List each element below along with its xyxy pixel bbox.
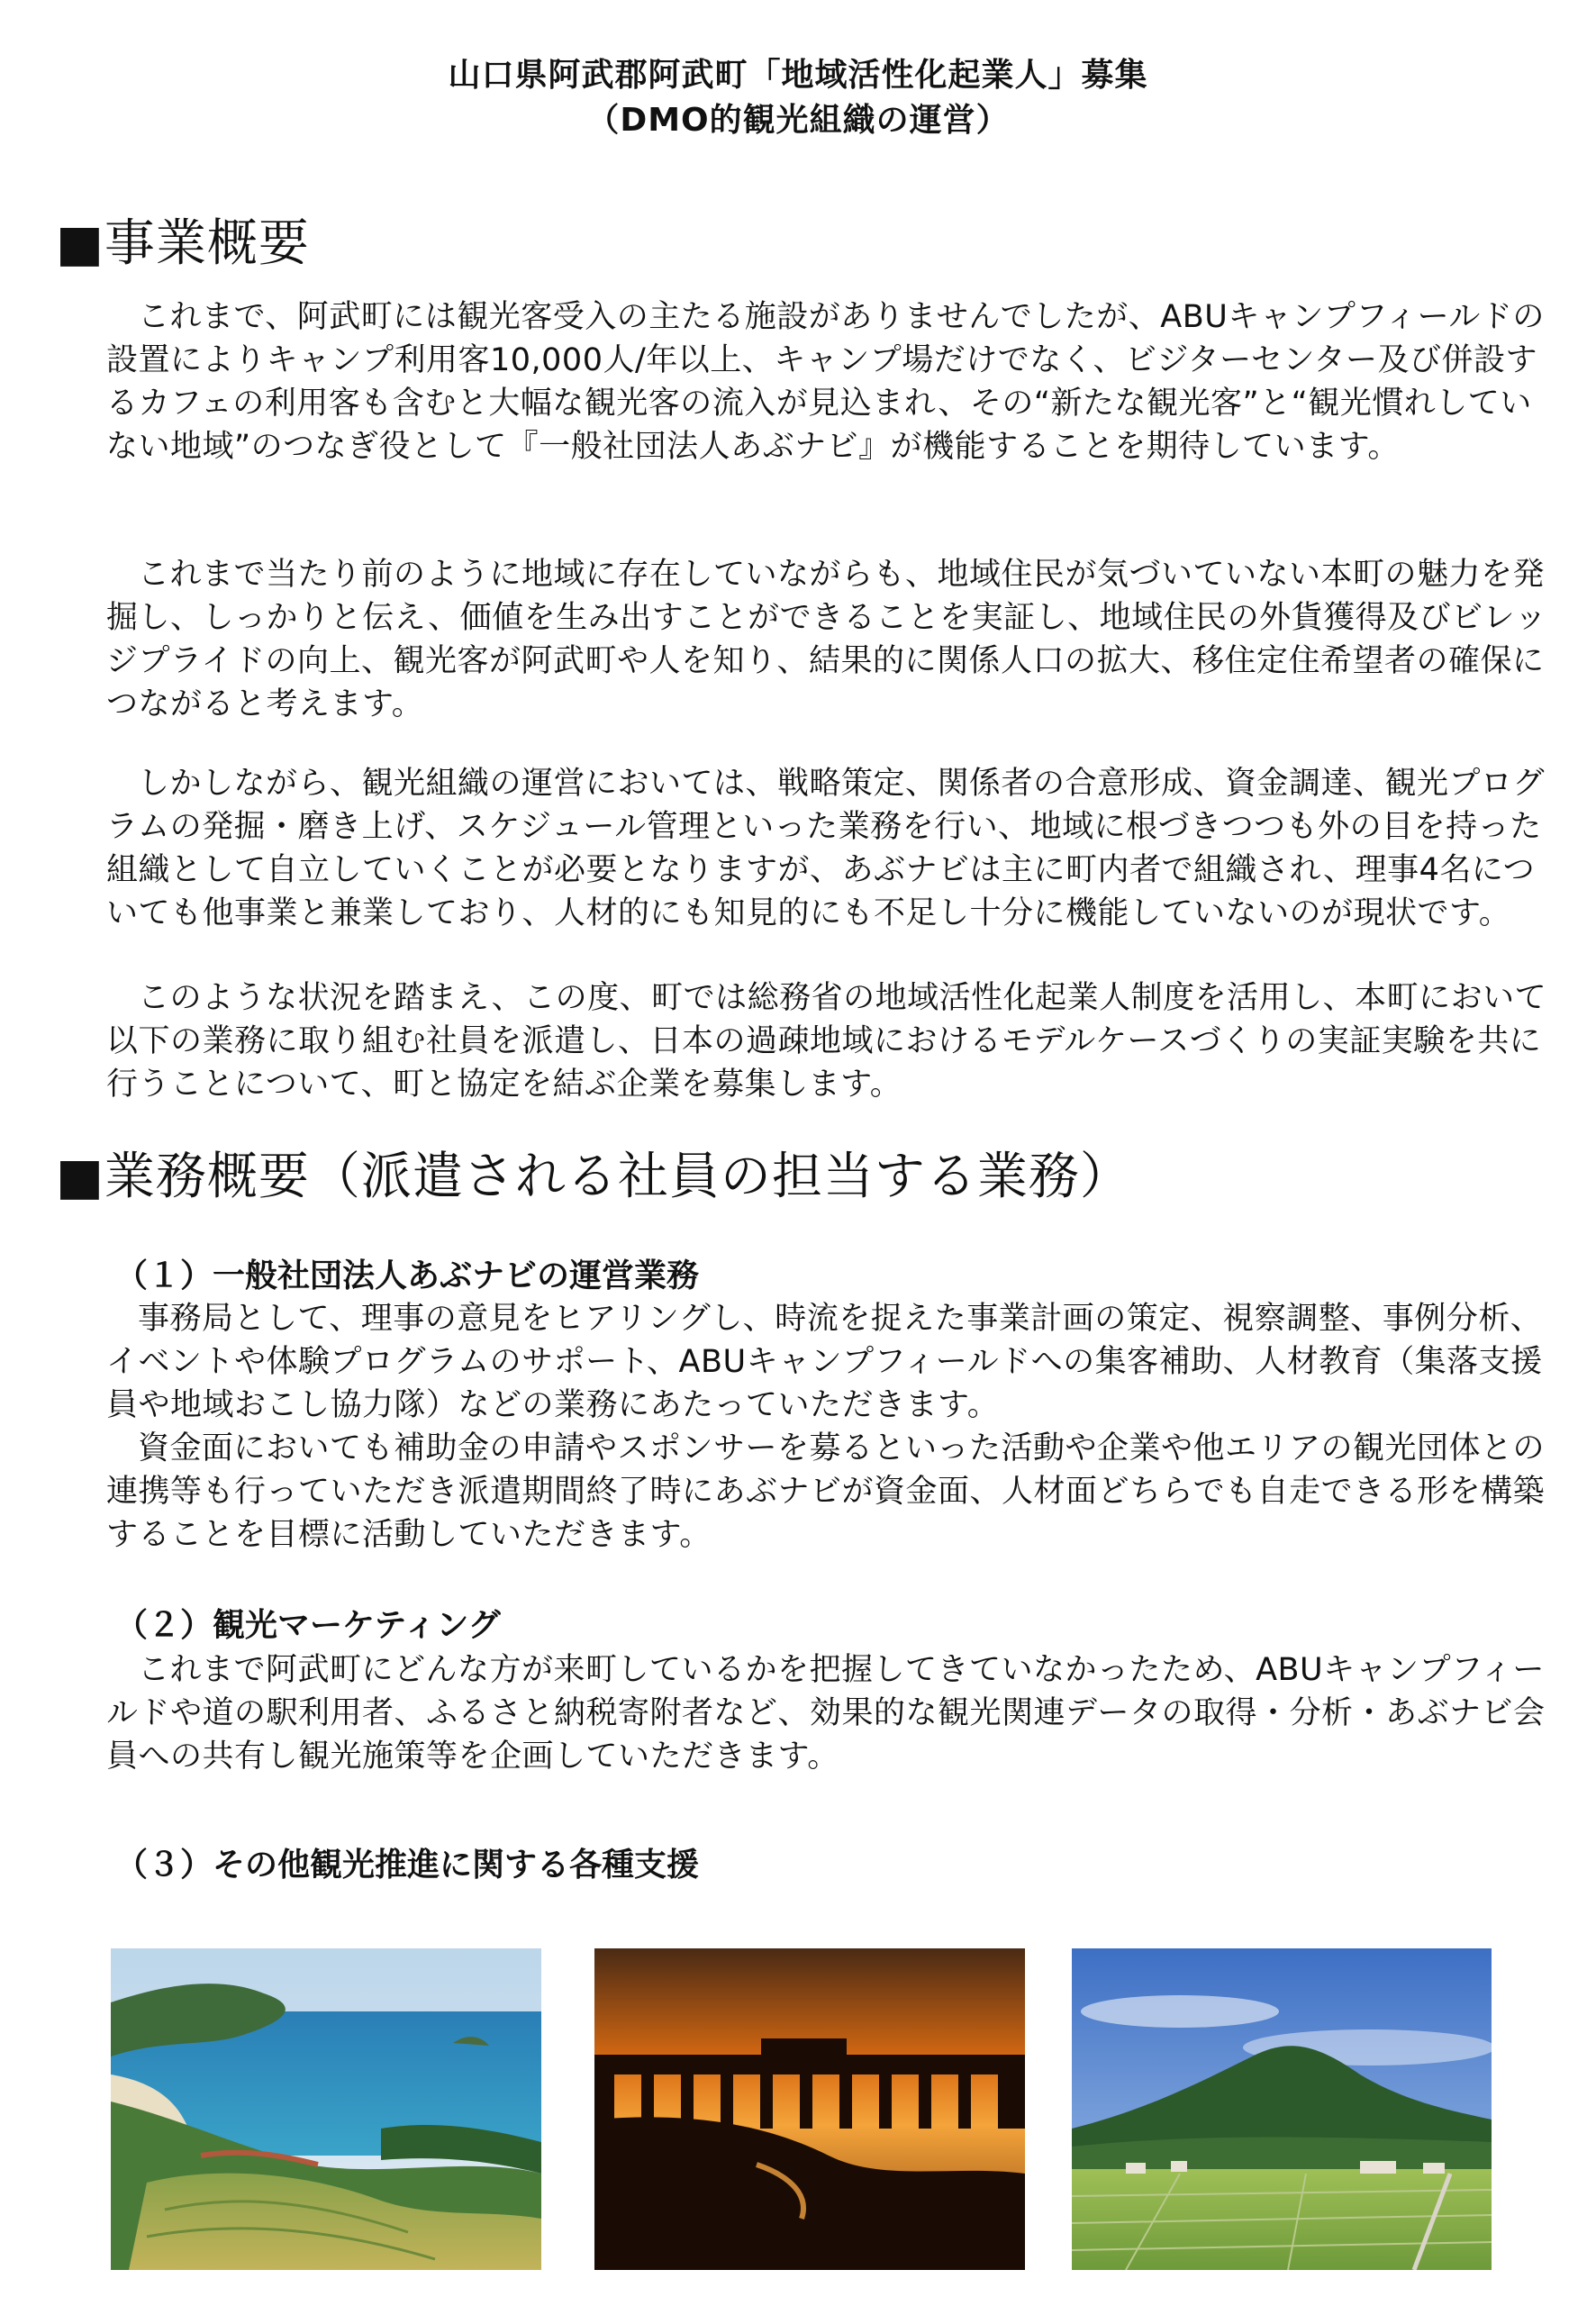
duty-item-2-paragraph-1: これまで阿武町にどんな方が来町しているかを把握してきていなかったため、ABUキャンプフィールドや道の駅利用者、ふるさと納税寄附者など、効果的な観光関連データの取得・分析・あぶナビ会員への共有し観光施策等を企画していただきます。	[106, 1652, 1546, 1775]
duty-item-1-title: （１）一般社団法人あぶナビの運営業務	[115, 1257, 700, 1294]
duties-heading: ■業務概要（派遣される社員の担当する業務）	[56, 1148, 1131, 1206]
photo-coast-aerial	[111, 1948, 541, 2270]
overview-paragraph-1: これまで、阿武町には観光客受入の主たる施設がありませんでしたが、ABUキャンプフィールドの設置によりキャンプ利用客10,000人/年以上、キャンプ場だけでなく、ビジターセンター及び併設するカフェの利用客も含むと大幅な観光客の流入が見込まれ、その“新たな観光客”と“観光慣れしていない地域”のつなぎ役として『一般社団法人あぶナビ』が機能することを期待しています。	[106, 299, 1545, 465]
duty-item-2-title: （２）観光マーケティング	[115, 1607, 501, 1644]
photo-sunset-bridge	[594, 1948, 1025, 2270]
overview-heading: ■事業概要	[56, 214, 310, 273]
duty-item-1-paragraph-1: 事務局として、理事の意見をヒアリングし、時流を捉えた事業計画の策定、視察調整、事例分析、イベントや体験プログラムのサポート、ABUキャンプフィールドへの集客補助、人材教育（集落支援員や地域おこし協力隊）などの業務にあたっていただきます。	[106, 1301, 1543, 1423]
page-title-line-2: （DMO的観光組織の運営）	[586, 102, 1010, 139]
overview-paragraph-4: このような状況を踏まえ、この度、町では総務省の地域活性化起業人制度を活用し、本町において以下の業務に取り組む社員を派遣し、日本の過疎地域におけるモデルケースづくりの実証実験を共に行うことについて、町と協定を結ぶ企業を募集します。	[106, 980, 1547, 1103]
overview-paragraph-2: これまで当たり前のように地域に存在していながらも、地域住民が気づいていない本町の魅力を発掘し、しっかりと伝え、価値を生み出すことができることを実証し、地域住民の外貨獲得及びビレッジプライドの向上、観光客が阿武町や人を知り、結果的に関係人口の拡大、移住定住希望者の確保につながると考えます。	[106, 557, 1547, 722]
page-title-line-1: 山口県阿武郡阿武町「地域活性化起業人」募集	[448, 57, 1148, 94]
duty-item-1-paragraph-2: 資金面においても補助金の申請やスポンサーを募るといった活動や企業や他エリアの観光団体との連携等も行っていただき派遣期間終了時にあぶナビが資金面、人材面どちらでも自走できる形を構築することを目標に活動していただきます。	[106, 1430, 1546, 1553]
overview-paragraph-3: しかしながら、観光組織の運営においては、戦略策定、関係者の合意形成、資金調達、観光プログラムの発掘・磨き上げ、スケジュール管理といった業務を行い、地域に根づきつつも外の目を持った組織として自立していくことが必要となりますが、あぶナビは主に町内者で組織され、理事4名についても他事業と兼業しており、人材的にも知見的にも不足し十分に機能していないのが現状です。	[106, 766, 1546, 931]
photo-mountain-fields	[1072, 1948, 1492, 2270]
duty-item-3-title: （３）その他観光推進に関する各種支援	[115, 1847, 700, 1884]
